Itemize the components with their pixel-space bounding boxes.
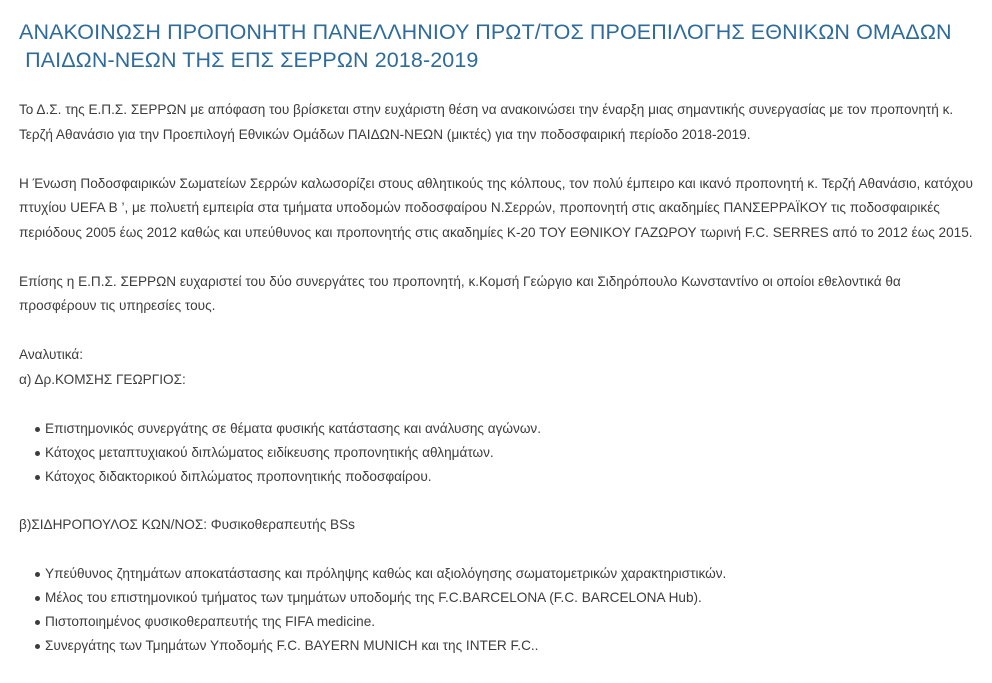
list-item: Κάτοχος μεταπτυχιακού διπλώματος ειδίκευσης προπονητικής αθλημάτων.	[45, 441, 981, 465]
analysis-block	[19, 343, 981, 392]
list-item: Μέλος του επιστημονικού τμήματος των τμημάτων υποδομής της F.C.BARCELONA (F.C. BARCELONA Hub).	[45, 586, 981, 610]
list-item: Πιστοποιημένος φυσικοθεραπευτής της FIFA medicine.	[45, 610, 981, 634]
announcement-article	[19, 18, 981, 683]
title-line-2: ΠΑΙΔΩΝ-ΝΕΩΝ ΤΗΣ ΕΠΣ ΣΕΡΡΩΝ 2018-2019	[19, 48, 479, 72]
list-item: Κάτοχος διδακτορικού διπλώματος προπονητικής ποδοσφαίρου.	[45, 465, 981, 489]
list-item: Συνεργάτης των Τμημάτων Υποδομής F.C. BAYERN MUNICH και της INTER F.C..	[45, 634, 981, 658]
section-b-list	[19, 562, 981, 658]
paragraph-thanks: Επίσης η Ε.Π.Σ. ΣΕΡΡΩΝ ευχαριστεί του δύο συνεργάτες του προπονητή, κ.Κομσή Γεώργιο και Σιδηρόπουλο Κωνσταντίνο οι οποίοι εθελοντικά θα προσφέρουν τις υπηρεσίες τους.	[19, 273, 901, 313]
title-line-1: ΑΝΑΚΟΙΝΩΣΗ ΠΡΟΠΟΝΗΤΗ ΠΑΝΕΛΛΗΝΙΟΥ ΠΡΩΤ/ΤΟΣ ΠΡΟΕΠΙΛΟΓΗΣ ΕΘΝΙΚΩΝ ΟΜΑΔΩΝ	[19, 20, 952, 44]
page-title	[19, 18, 981, 74]
article-body	[19, 98, 981, 658]
analysis-label: Αναλυτικά:	[19, 347, 84, 362]
section-a-heading: α) Δρ.ΚΟΜΣΗΣ ΓΕΩΡΓΙΟΣ:	[19, 371, 186, 387]
section-a-list	[19, 417, 981, 489]
section-b-heading: β)ΣΙΔΗΡΟΠΟΥΛΟΣ ΚΩΝ/ΝΟΣ: Φυσικοθεραπευτής BSs	[19, 517, 355, 532]
paragraph-welcome: Η Ένωση Ποδοσφαιρικών Σωματείων Σερρών καλωσορίζει στους αθλητικούς της κόλπους, τον πολύ έμπειρο και ικανό προπονητή κ. Τερζή Αθανάσιο, κατόχου πτυχίου UEFA B ’, με πολυετή εμπειρία στα τμήματα υποδομών ποδοσφαίρου Ν.Σερρών, προπονητή στις ακαδημίες ΠΑΝΣΕΡΡΑΪΚΟΥ τις ποδοσφαιρικές περιόδους 2005 έως 2012 καθώς και υπεύθυνος και προπονητής στις ακαδημίες Κ-20 ΤΟΥ ΕΘΝΙΚΟΥ ΓΑΖΩΡΟΥ τωρινή F.C. SERRES από το 2012 έως 2015.	[19, 175, 973, 240]
list-item: Επιστημονικός συνεργάτης σε θέματα φυσικής κατάστασης και ανάλυσης αγώνων.	[45, 417, 981, 441]
list-item: Υπεύθυνος ζητημάτων αποκατάστασης και πρόληψης καθώς και αξιολόγησης σωματομετρικών χαρακτηριστικών.	[45, 562, 981, 586]
paragraph-intro: Το Δ.Σ. της Ε.Π.Σ. ΣΕΡΡΩΝ με απόφαση του βρίσκεται στην ευχάριστη θέση να ανακοινώσει την έναρξη μιας σημαντικής συνεργασίας με τον προπονητή κ. Τερζή Αθανάσιο για την Προεπιλογή Εθνικών Ομάδων ΠΑΙΔΩΝ-ΝΕΩΝ (μικτές) για την ποδοσφαιρική περίοδο 2018-2019.	[19, 102, 954, 142]
